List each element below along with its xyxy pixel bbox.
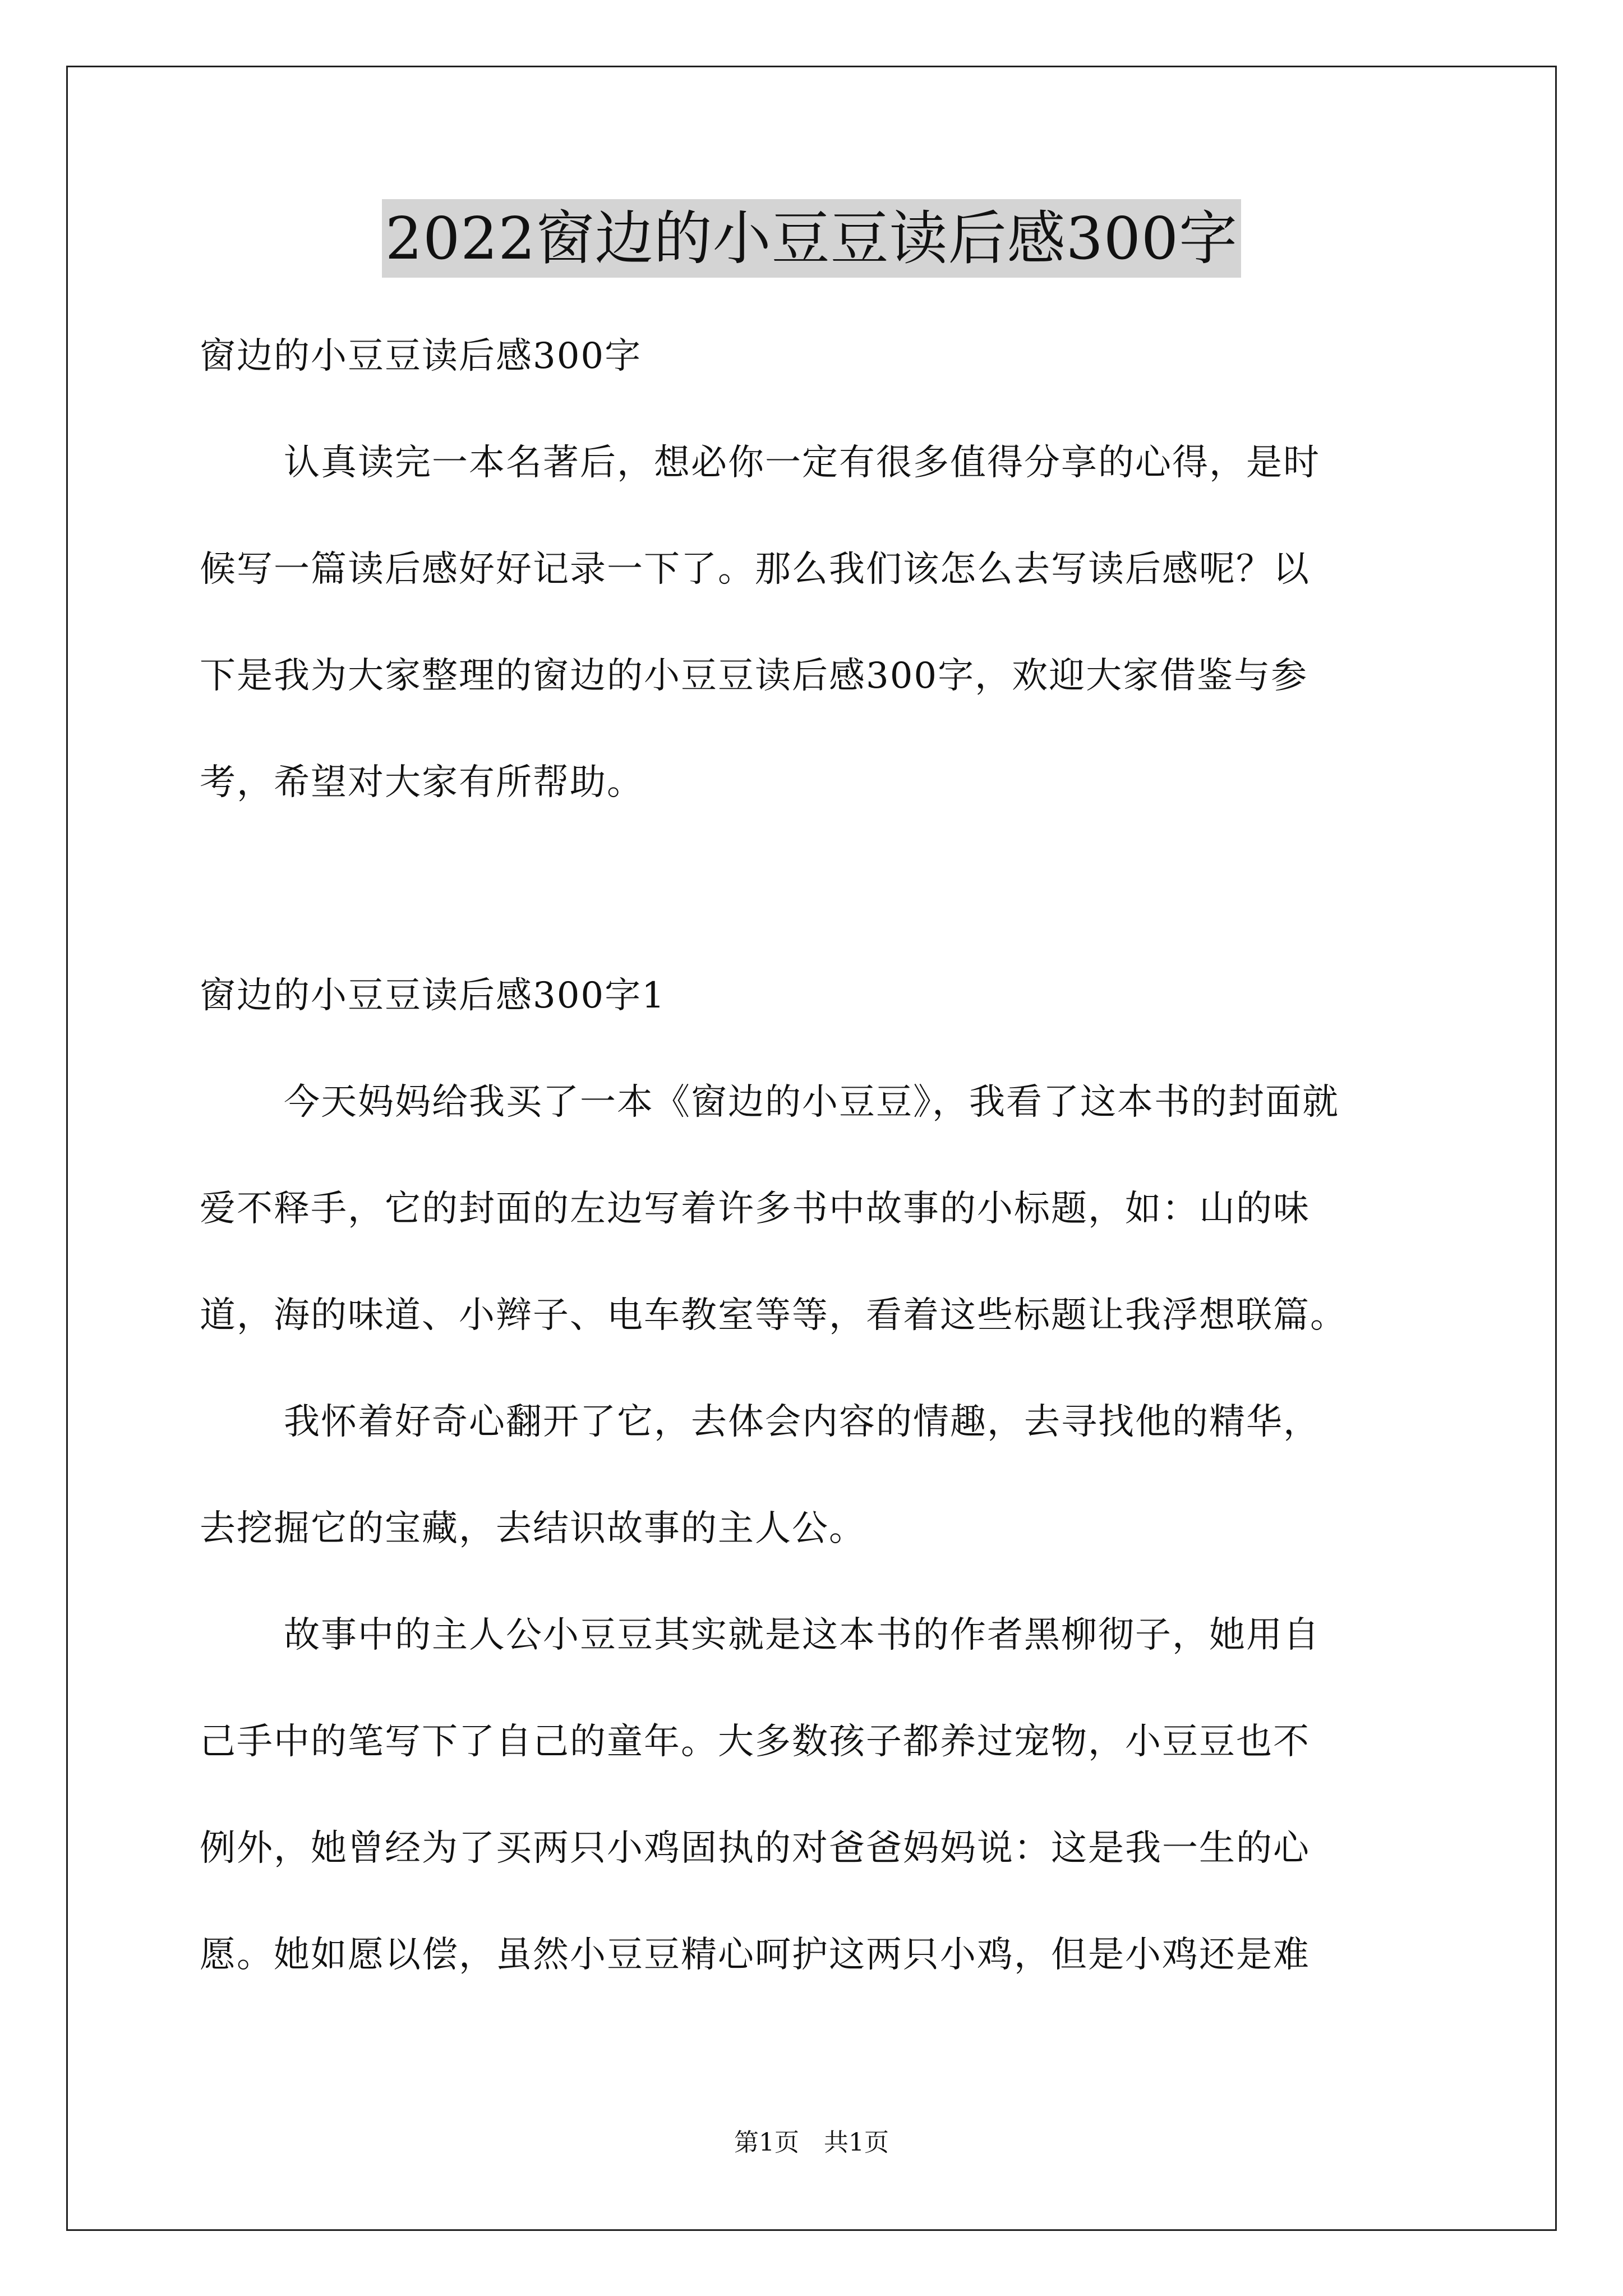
body-paragraph xyxy=(200,1049,1433,1369)
text-line: 窗边的小豆豆读后感300字 xyxy=(200,335,642,377)
text-line: 窗边的小豆豆读后感300字1 xyxy=(200,975,666,1016)
section-heading xyxy=(200,303,1433,409)
text-line: 候写一篇读后感好好记录一下了。那么我们该怎么去写读后感呢？以 xyxy=(200,549,1310,590)
body-paragraph xyxy=(200,1582,1433,2008)
document-body xyxy=(200,303,1433,2008)
body-paragraph xyxy=(200,409,1433,836)
page-footer: 第1页 共1页 xyxy=(734,2128,889,2157)
text-line: 愿。她如愿以偿，虽然小豆豆精心呵护这两只小鸡，但是小鸡还是难 xyxy=(200,1934,1310,1976)
text-line: 认真读完一本名著后，想必你一定有很多值得分享的心得，是时 xyxy=(284,442,1320,484)
text-line: 故事中的主人公小豆豆其实就是这本书的作者黑柳彻子，她用自 xyxy=(284,1614,1320,1656)
text-line: 下是我为大家整理的窗边的小豆豆读后感300字，欢迎大家借鉴与参 xyxy=(200,655,1308,697)
text-line: 道，海的味道、小辫子、电车教室等等，看着这些标题让我浮想联篇。 xyxy=(200,1295,1347,1336)
paragraph-gap xyxy=(200,836,1433,942)
text-line: 我怀着好奇心翻开了它，去体会内容的情趣，去寻找他的精华， xyxy=(284,1401,1320,1443)
text-line: 例外，她曾经为了买两只小鸡固执的对爸爸妈妈说：这是我一生的心 xyxy=(200,1828,1310,1869)
text-line: 爱不释手，它的封面的左边写着许多书中故事的小标题，如：山的味 xyxy=(200,1188,1310,1230)
text-line: 去挖掘它的宝藏，去结识故事的主人公。 xyxy=(200,1508,866,1549)
text-line: 考，希望对大家有所帮助。 xyxy=(200,762,644,803)
text-line: 今天妈妈给我买了一本《窗边的小豆豆》，我看了这本书的封面就 xyxy=(284,1082,1339,1123)
title-container xyxy=(0,199,1623,278)
document-title: 2022窗边的小豆豆读后感300字 xyxy=(382,199,1241,278)
body-paragraph xyxy=(200,1369,1433,1582)
text-line: 己手中的笔写下了自己的童年。大多数孩子都养过宠物，小豆豆也不 xyxy=(200,1721,1310,1763)
section-heading xyxy=(200,942,1433,1049)
